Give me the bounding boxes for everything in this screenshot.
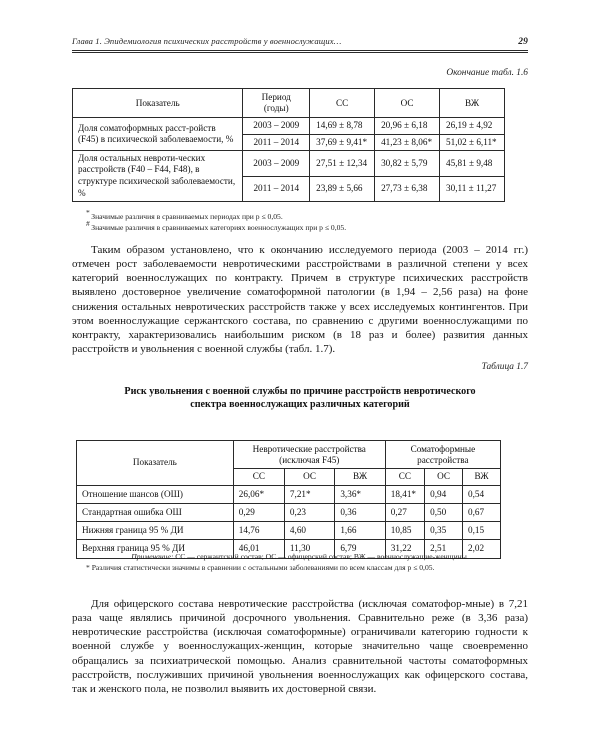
cell-neurotic-vzh: 1,66 [335, 522, 385, 540]
cell-period: 2003 – 2009 [243, 118, 310, 134]
table-1-6-caption: Окончание табл. 1.6 [446, 68, 528, 78]
footnote-hash [86, 219, 528, 233]
cell-somatoform-os: 2,51 [425, 540, 463, 558]
cell-indicator: Доля остальных невроти-ческих расстройств (F40 – F44, F48), в структуре психической заболеваемости, % [73, 150, 243, 201]
table-1-7-title [72, 385, 528, 412]
th-vzh: ВЖ [440, 89, 505, 118]
cell-os: 30,82 ± 5,79 [375, 150, 440, 176]
cell-vzh: 26,19 ± 4,92 [440, 118, 505, 134]
table-row [77, 522, 501, 540]
note-line-footnote: * Различия статистически значимы в сравнении с остальными заболеваниями по всем классам для p ≤ 0,05. [86, 563, 435, 573]
cell-os: 20,96 ± 6,18 [375, 118, 440, 134]
th-ss: СС [310, 89, 375, 118]
th-group-neurotic-line2: (исключая F45) [279, 454, 340, 465]
table-1-7-note [72, 551, 528, 574]
table-row [73, 150, 505, 176]
th-group-neurotic [233, 441, 385, 469]
th-period [243, 89, 310, 118]
cell-vzh: 30,11 ± 11,27 [440, 176, 505, 202]
footnote-text: Значимые различия в сравниваемых периодах при p ≤ 0,05. [91, 212, 283, 221]
cell-somatoform-os: 0,94 [425, 485, 463, 503]
cell-somatoform-vzh: 2,02 [463, 540, 501, 558]
header-rule-thin [72, 52, 528, 53]
cell-neurotic-ss: 14,76 [233, 522, 284, 540]
cell-somatoform-os: 0,50 [425, 503, 463, 521]
table-row [77, 503, 501, 521]
footnote-asterisk [86, 208, 528, 222]
page-number: 29 [518, 37, 528, 47]
note-text: СС — сержантский состав; ОС — офицерский состав; ВЖ — военнослужащие-женщины. [173, 552, 469, 561]
cell-neurotic-vzh: 3,36* [335, 485, 385, 503]
header-rule-thick [72, 50, 528, 52]
th-neurotic-os: ОС [284, 469, 334, 485]
table-row-group-header [77, 441, 501, 469]
running-header [72, 36, 528, 53]
cell-somatoform-ss: 31,22 [385, 540, 424, 558]
note-line-definitions [72, 551, 528, 562]
th-period-line2: (годы) [263, 103, 289, 114]
th-group-somatoform-line1: Соматоформные [410, 443, 476, 454]
table-row [77, 485, 501, 503]
cell-somatoform-ss: 10,85 [385, 522, 424, 540]
table-1-6-footnotes [86, 208, 528, 233]
cell-neurotic-os: 4,60 [284, 522, 334, 540]
th-os: ОС [375, 89, 440, 118]
body-paragraph-1: Таким образом установлено, что к окончанию исследуемого периода (2003 – 2014 гг.) отмечен рост заболеваемости невротическими расстройствами в различной степени у всех категорий военнослужащих по контракту. Причем в структуре психических расстройств выявлено достоверное увеличение соматоформной патологии (в 1,94 – 2,56 раза) на фоне снижения остальных невротических расстройств также у всех исследуемых контингентов. При этом военнослужащие сержантского состава, по сравнению с другими военнослужащими по контракту, характеризовались наибольшим риском (в 18 раз и более) развития данных расстройств и увольнения с военной службы (табл. 1.7). [72, 244, 528, 355]
cell-neurotic-ss: 0,29 [233, 503, 284, 521]
cell-os: 27,73 ± 6,38 [375, 176, 440, 202]
cell-indicator: Отношение шансов (ОШ) [77, 485, 234, 503]
cell-indicator: Нижняя граница 95 % ДИ [77, 522, 234, 540]
cell-ss: 27,51 ± 12,34 [310, 150, 375, 176]
table-1-6 [72, 88, 505, 202]
cell-somatoform-vzh: 0,54 [463, 485, 501, 503]
running-header-title: Глава 1. Эпидемиология психических расстройств у военнослужащих… [72, 36, 342, 46]
cell-ss: 37,69 ± 9,41* [310, 134, 375, 150]
cell-period: 2011 – 2014 [243, 176, 310, 202]
cell-indicator: Верхняя граница 95 % ДИ [77, 540, 234, 558]
cell-vzh: 51,02 ± 6,11* [440, 134, 505, 150]
cell-neurotic-vzh: 6,79 [335, 540, 385, 558]
th-somatoform-ss: СС [385, 469, 424, 485]
cell-somatoform-vzh: 0,67 [463, 503, 501, 521]
cell-neurotic-vzh: 0,36 [335, 503, 385, 521]
cell-neurotic-os: 11,30 [284, 540, 334, 558]
table-1-7-title-line1: Риск увольнения с военной службы по причине расстройств невротического [124, 386, 476, 397]
table-row-header [73, 89, 505, 118]
cell-neurotic-os: 7,21* [284, 485, 334, 503]
table-1-7-title-line2: спектра военнослужащих различных категорий [190, 399, 410, 411]
cell-indicator: Доля соматоформных расст-ройств (F45) в психической заболеваемости, % [73, 118, 243, 150]
th-somatoform-os: ОС [425, 469, 463, 485]
cell-neurotic-ss: 46,01 [233, 540, 284, 558]
th-period-line1: Период [261, 92, 291, 102]
th-somatoform-vzh: ВЖ [463, 469, 501, 485]
footnote-mark: * [86, 208, 90, 218]
cell-somatoform-os: 0,35 [425, 522, 463, 540]
th-group-neurotic-line1: Невротические расстройства [252, 443, 366, 454]
cell-somatoform-vzh: 0,15 [463, 522, 501, 540]
cell-somatoform-ss: 18,41* [385, 485, 424, 503]
cell-ss: 14,69 ± 8,78 [310, 118, 375, 134]
th-group-somatoform-line2: расстройства [417, 454, 469, 465]
cell-period: 2003 – 2009 [243, 150, 310, 176]
cell-ss: 23,89 ± 5,66 [310, 176, 375, 202]
cell-vzh: 45,81 ± 9,48 [440, 150, 505, 176]
cell-neurotic-ss: 26,06* [233, 485, 284, 503]
table-row [73, 118, 505, 134]
th-group-somatoform [385, 441, 500, 469]
cell-indicator: Стандартная ошибка ОШ [77, 503, 234, 521]
th-indicator: Показатель [73, 89, 243, 118]
th-indicator: Показатель [77, 441, 234, 486]
cell-somatoform-ss: 0,27 [385, 503, 424, 521]
table-1-7 [76, 440, 501, 559]
note-label: Примечание: [131, 552, 174, 561]
header-rule [72, 50, 528, 54]
cell-period: 2011 – 2014 [243, 134, 310, 150]
cell-neurotic-os: 0,23 [284, 503, 334, 521]
footnote-text: Значимые различия в сравниваемых категориях военнослужащих при p ≤ 0,05. [91, 223, 347, 232]
table-1-7-caption: Таблица 1.7 [481, 362, 528, 372]
body-paragraph-2: Для офицерского состава невротические расстройства (исключая соматофор-мные) в 7,21 раза чаще являлись причиной досрочного увольнения. Сравнительно реже (в 3,36 раза) невротические расстройства (исключая соматоформные) ограничивали категорию годности к военной службе у военнослужащих-женщин, которые значительно чаще своевременно обращались за психиатрической помощью. Анализ сравнительной частоты соматоформных расстройств, послуживших причиной увольнения военнослужащих как офицерского состава, так и женского пола, не позволил выявить их достоверной связи. [72, 598, 528, 695]
th-neurotic-vzh: ВЖ [335, 469, 385, 485]
footnote-mark: # [86, 219, 90, 229]
th-neurotic-ss: СС [233, 469, 284, 485]
cell-os: 41,23 ± 8,06* [375, 134, 440, 150]
